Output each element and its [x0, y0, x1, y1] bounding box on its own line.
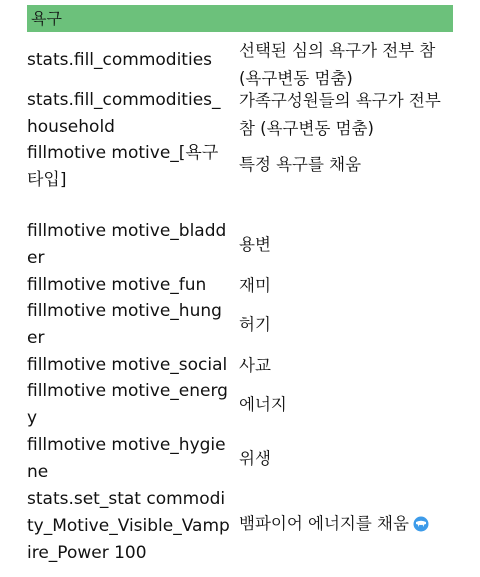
command-text: stats.fill_commodities [27, 50, 213, 70]
description-text: 가족구성원들의 욕구가 전부 참 (욕구변동 멈춤) [239, 91, 441, 138]
description-text: 위생 [239, 449, 271, 468]
table-row [27, 352, 453, 379]
description-text: 사교 [239, 356, 271, 375]
description-text: 용변 [239, 235, 271, 254]
command-text: fillmotive motive_[욕구타입] [27, 143, 219, 190]
table-row [27, 378, 453, 432]
description-text: 뱀파이어 에너지를 채움 [239, 514, 409, 533]
table-row [27, 486, 453, 568]
section-header [27, 5, 453, 32]
table-row [27, 218, 453, 272]
command-text: fillmotive motive_social [27, 355, 228, 375]
description-text: 특정 욕구를 채움 [239, 155, 362, 174]
command-text: fillmotive motive_energy [27, 381, 228, 428]
command-text: fillmotive motive_fun [27, 275, 207, 295]
command-text: fillmotive motive_hunger [27, 301, 222, 348]
table-row [27, 140, 453, 220]
section-title: 욕구 [31, 9, 62, 28]
table-row [27, 87, 453, 139]
description-text: 선택된 심의 욕구가 전부 참 (욕구변동 멈춤) [239, 41, 436, 88]
command-text: fillmotive motive_hygiene [27, 435, 226, 482]
description-cell [239, 510, 459, 538]
command-text: stats.set_stat commodity_Motive_Visible_Vampire_Power 100 [27, 489, 230, 563]
table-row [27, 298, 453, 352]
description-text: 재미 [239, 276, 271, 295]
table-row [27, 37, 453, 88]
command-text: stats.fill_commodities_household [27, 90, 221, 137]
table-row [27, 432, 453, 486]
table-row [27, 272, 453, 299]
description-text: 에너지 [239, 395, 287, 414]
vampire-fangs-icon [413, 516, 429, 532]
description-text: 허기 [239, 315, 271, 334]
command-text: fillmotive motive_bladder [27, 221, 227, 268]
